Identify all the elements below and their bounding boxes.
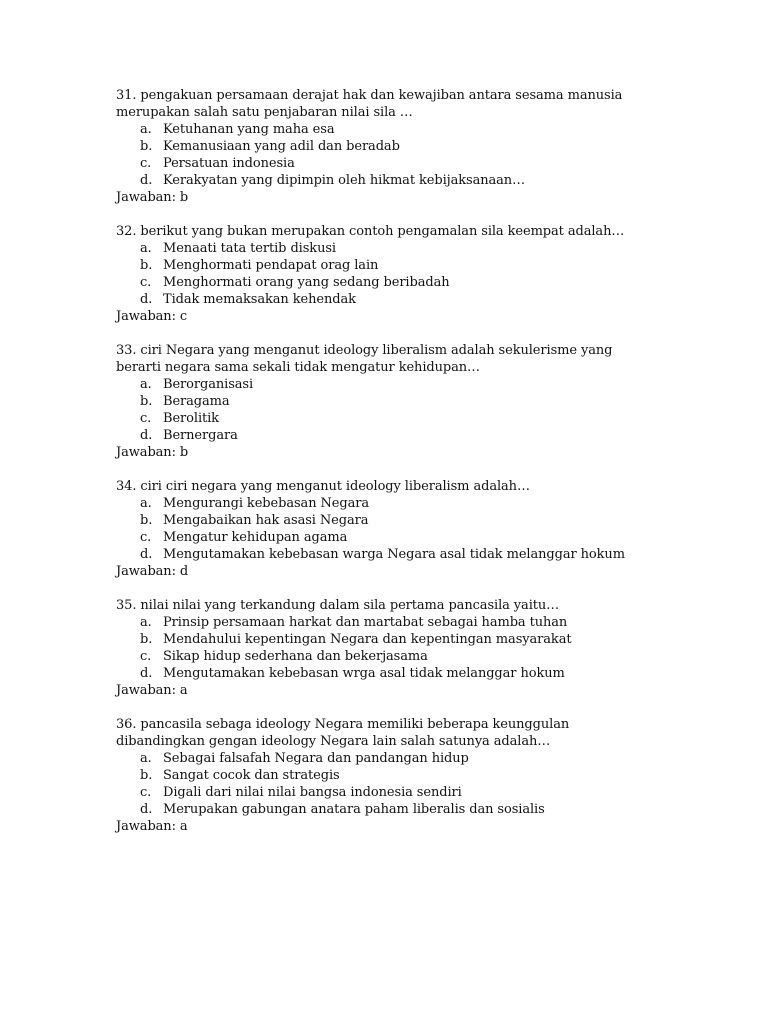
question-34: [116, 478, 656, 580]
option-letter: b.: [140, 632, 153, 647]
option-text: Mengatur kehidupan agama: [163, 530, 348, 545]
option-item: [116, 767, 656, 784]
option-letter: a.: [140, 615, 152, 630]
option-item: [116, 427, 656, 444]
option-letter: d.: [140, 428, 153, 443]
option-letter: c.: [140, 156, 152, 171]
option-item: [116, 631, 656, 648]
option-letter: c.: [140, 785, 152, 800]
option-list: [116, 750, 656, 818]
option-text: Kerakyatan yang dipimpin oleh hikmat kebijaksanaan…: [163, 173, 525, 188]
option-letter: d.: [140, 802, 153, 817]
option-item: [116, 376, 656, 393]
option-item: [116, 648, 656, 665]
answer-line: Jawaban: a: [116, 819, 188, 834]
document-page: [116, 87, 656, 852]
option-item: [116, 529, 656, 546]
option-item: [116, 291, 656, 308]
option-item: [116, 512, 656, 529]
option-letter: a.: [140, 751, 152, 766]
option-item: [116, 546, 656, 563]
option-text: Mendahului kepentingan Negara dan kepentingan masyarakat: [163, 632, 572, 647]
option-letter: c.: [140, 530, 152, 545]
option-letter: d.: [140, 173, 153, 188]
option-letter: c.: [140, 275, 152, 290]
question-text: 31. pengakuan persamaan derajat hak dan kewajiban antara sesama manusia merupakan salah satu penjabaran nilai sila …: [116, 88, 623, 120]
answer-line: Jawaban: a: [116, 683, 188, 698]
option-item: [116, 172, 656, 189]
answer-line: Jawaban: d: [116, 564, 189, 579]
option-letter: c.: [140, 411, 152, 426]
option-text: Digali dari nilai nilai bangsa indonesia sendiri: [163, 785, 462, 800]
option-text: Bernergara: [163, 428, 238, 443]
option-list: [116, 121, 656, 189]
option-list: [116, 614, 656, 682]
option-item: [116, 784, 656, 801]
option-item: [116, 410, 656, 427]
option-letter: a.: [140, 122, 152, 137]
answer-line: Jawaban: b: [116, 190, 189, 205]
option-text: Tidak memaksakan kehendak: [163, 292, 356, 307]
option-letter: d.: [140, 292, 153, 307]
question-text: 34. ciri ciri negara yang menganut ideology liberalism adalah…: [116, 479, 530, 494]
question-text: 32. berikut yang bukan merupakan contoh pengamalan sila keempat adalah…: [116, 224, 625, 239]
question-36: [116, 716, 656, 835]
question-32: [116, 223, 656, 325]
option-text: Ketuhanan yang maha esa: [163, 122, 335, 137]
option-letter: b.: [140, 258, 153, 273]
answer-line: Jawaban: b: [116, 445, 189, 460]
option-text: Mengutamakan kebebasan warga Negara asal tidak melanggar hokum: [163, 547, 625, 562]
option-item: [116, 138, 656, 155]
option-item: [116, 801, 656, 818]
option-letter: b.: [140, 139, 153, 154]
option-letter: d.: [140, 547, 153, 562]
option-item: [116, 274, 656, 291]
question-31: [116, 87, 656, 206]
option-text: Sebagai falsafah Negara dan pandangan hidup: [163, 751, 469, 766]
option-item: [116, 665, 656, 682]
option-letter: a.: [140, 496, 152, 511]
option-text: Sangat cocok dan strategis: [163, 768, 340, 783]
option-text: Mengutamakan kebebasan wrga asal tidak melanggar hokum: [163, 666, 565, 681]
question-33: [116, 342, 656, 461]
option-item: [116, 614, 656, 631]
option-item: [116, 750, 656, 767]
option-text: Mengurangi kebebasan Negara: [163, 496, 370, 511]
option-item: [116, 257, 656, 274]
option-text: Sikap hidup sederhana dan bekerjasama: [163, 649, 428, 664]
option-text: Menghormati pendapat orag lain: [163, 258, 379, 273]
option-item: [116, 121, 656, 138]
option-letter: b.: [140, 394, 153, 409]
option-letter: b.: [140, 513, 153, 528]
option-text: Menghormati orang yang sedang beribadah: [163, 275, 450, 290]
option-text: Prinsip persamaan harkat dan martabat sebagai hamba tuhan: [163, 615, 568, 630]
option-list: [116, 376, 656, 444]
answer-line: Jawaban: c: [116, 309, 188, 324]
option-list: [116, 240, 656, 308]
option-text: Berorganisasi: [163, 377, 254, 392]
option-letter: a.: [140, 241, 152, 256]
option-text: Beragama: [163, 394, 230, 409]
option-letter: c.: [140, 649, 152, 664]
option-text: Persatuan indonesia: [163, 156, 295, 171]
option-item: [116, 393, 656, 410]
option-item: [116, 495, 656, 512]
option-text: Menaati tata tertib diskusi: [163, 241, 336, 256]
option-text: Merupakan gabungan anatara paham liberalis dan sosialis: [163, 802, 545, 817]
question-text: 36. pancasila sebaga ideology Negara memiliki beberapa keunggulan dibandingkan gengan ideology Negara lain salah satunya adalah…: [116, 717, 570, 749]
option-item: [116, 240, 656, 257]
option-item: [116, 155, 656, 172]
option-letter: a.: [140, 377, 152, 392]
option-text: Kemanusiaan yang adil dan beradab: [163, 139, 400, 154]
question-35: [116, 597, 656, 699]
option-letter: b.: [140, 768, 153, 783]
option-letter: d.: [140, 666, 153, 681]
option-list: [116, 495, 656, 563]
question-text: 35. nilai nilai yang terkandung dalam sila pertama pancasila yaitu…: [116, 598, 560, 613]
option-text: Mengabaikan hak asasi Negara: [163, 513, 369, 528]
question-text: 33. ciri Negara yang menganut ideology liberalism adalah sekulerisme yang berarti negara sama sekali tidak mengatur kehidupan…: [116, 343, 613, 375]
option-text: Berolitik: [163, 411, 219, 426]
